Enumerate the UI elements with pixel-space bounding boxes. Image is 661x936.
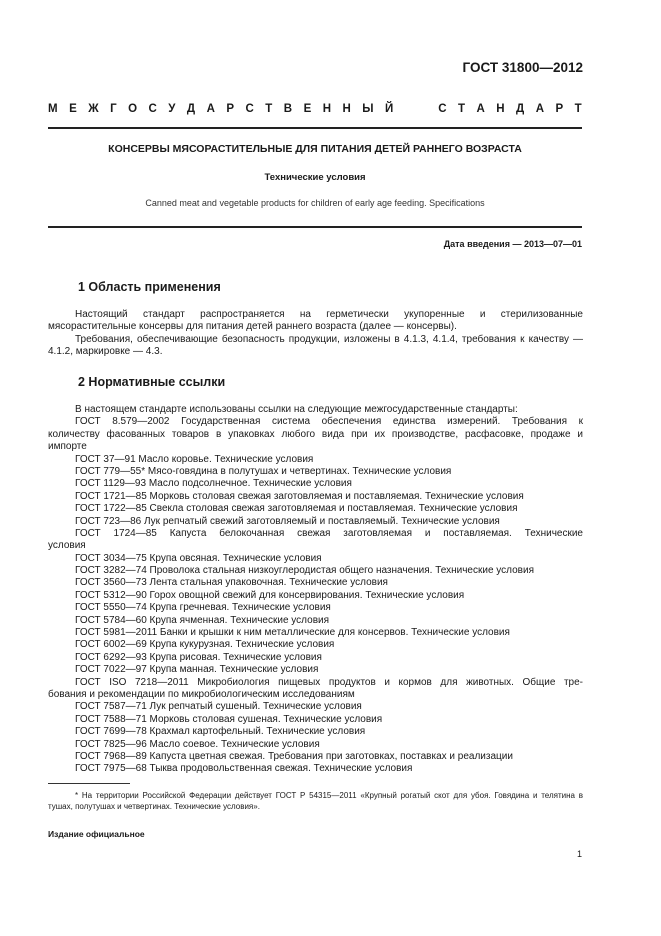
footnote-rule (48, 783, 130, 784)
reference-line: ГОСТ 5784—60 Крупа ячменная. Технические условия (75, 614, 330, 626)
banner-letter: М (48, 103, 58, 115)
banner-letter: У (168, 103, 176, 115)
reference-line: ГОСТ 7587—71 Лук репчатый сушеный. Технические условия (75, 701, 362, 713)
banner-letter: С (438, 103, 447, 115)
banner-letter: Д (516, 103, 525, 115)
banner-letter: Р (555, 103, 564, 115)
banner-letter: В (283, 103, 293, 115)
section-1-para-2-text: Требования, обеспечивающие безопасность продукции, изложены в 4.1.3, 4.1.4, требования к качеству — 4.1.2, маркировке — 4.3. (48, 334, 583, 358)
footnote (48, 790, 583, 812)
reference-line: ГОСТ 7699—78 Крахмал картофельный. Технические условия (75, 726, 366, 738)
reference-line: ГОСТ 6002—69 Крупа кукурузная. Технические условия (75, 639, 335, 651)
reference-line: ГОСТ 723—86 Лук репчатый свежий заготовляемый и поставляемый. Технические условия (75, 515, 500, 527)
reference-line: ГОСТ 7975—68 Тыква продовольственная свежая. Технические условия (75, 763, 413, 775)
reference-line: ГОСТ 779—55* Мясо-говядина в полутушах и четвертинах. Технические условия (75, 465, 452, 477)
banner-letter: А (206, 103, 215, 115)
banner-letter: Н (496, 103, 505, 115)
edition-label: Издание официальное (48, 829, 145, 839)
reference-line: В настоящем стандарте использованы ссылки на следующие межгосударственные стандарты: (75, 404, 518, 415)
standard-type-banner (48, 103, 582, 115)
section-1-para-1-text: Настоящий стандарт распространяется на герметически укупоренные и стерилизованные мясорастительные консервы для питания детей раннего возраста (далее — консервы). (48, 309, 583, 333)
reference-line: ГОСТ 3034—75 Крупа овсяная. Технические условия (75, 552, 322, 564)
page-number: 1 (576, 849, 582, 859)
banner-letter: А (476, 103, 485, 115)
reference-line: ГОСТ 6292—93 Крупа рисовая. Технические условия (75, 651, 322, 663)
banner-letter: Т (457, 103, 466, 115)
reference-line: ГОСТ 7825—96 Масло соевое. Технические условия (75, 738, 320, 750)
banner-gap (405, 103, 427, 115)
reference-line: ГОСТ 3282—74 Проволока стальная низкоуглеродистая общего назначения. Технические условия (75, 565, 534, 577)
document-code: ГОСТ 31800—2012 (462, 60, 583, 75)
banner-letter: Н (342, 103, 351, 115)
reference-line: ГОСТ 1722—85 Свекла столовая свежая заготовляемая и поставляемая. Технические условия (75, 503, 518, 515)
reference-line: ГОСТ ISO 7218—2011 Микробиология пищевых продуктов и кормов для животных. Общие тре- (75, 676, 583, 688)
reference-line: бования и рекомендации по микробиологическим исследованиям (48, 688, 355, 700)
header-rule-bottom (48, 226, 582, 228)
reference-line: ГОСТ 8.579—2002 Государственная система обеспечения единства измерений. Требования к (75, 416, 583, 428)
reference-line: ГОСТ 1724—85 Капуста белокочанная свежая заготовляемая и поставляемая. Технические (75, 527, 583, 539)
reference-line: ГОСТ 1129—93 Масло подсолнечное. Технические условия (75, 478, 352, 490)
reference-line: ГОСТ 7022—97 Крупа манная. Технические условия (75, 664, 319, 676)
english-title: Canned meat and vegetable products for children of early age feeding. Specifications (145, 198, 485, 208)
banner-letter: С (148, 103, 157, 115)
banner-letter: Т (574, 103, 582, 115)
reference-line: ГОСТ 5981—2011 Банки и крышки к ним металлические для консервов. Технические условия (75, 627, 510, 639)
document-subtitle: Технические условия (264, 172, 366, 183)
reference-line: импорте (48, 441, 87, 453)
banner-letter: Й (385, 103, 394, 115)
banner-letter: О (128, 103, 138, 115)
references-list (48, 404, 583, 776)
reference-line: условия (48, 540, 86, 552)
reference-line: ГОСТ 37—91 Масло коровье. Технические условия (75, 453, 314, 465)
header-rule-top (48, 127, 582, 129)
banner-letter: Г (110, 103, 117, 115)
intro-date: Дата введения — 2013—07—01 (443, 239, 582, 249)
banner-letter: С (245, 103, 254, 115)
banner-letter: Р (226, 103, 235, 115)
reference-line: ГОСТ 7588—71 Морковь столовая сушеная. Технические условия (75, 713, 383, 725)
banner-letter: Е (303, 103, 312, 115)
reference-line: ГОСТ 3560—73 Лента стальная упаковочная. Технические условия (75, 577, 388, 589)
banner-letter: А (535, 103, 545, 115)
reference-line: ГОСТ 5312—90 Горох овощной свежий для консервирования. Технические условия (75, 589, 465, 601)
banner-letter: Д (186, 103, 196, 115)
banner-letter: Е (69, 103, 77, 115)
banner-letter: Т (265, 103, 273, 115)
reference-line: ГОСТ 1721—85 Морковь столовая свежая заготовляемая и поставляемая. Технические условия (75, 490, 524, 502)
document-title: КОНСЕРВЫ МЯСОРАСТИТЕЛЬНЫЕ ДЛЯ ПИТАНИЯ ДЕТЕЙ РАННЕГО ВОЗРАСТА (108, 143, 522, 155)
reference-line: количеству фасованных товаров в упаковках любого вида при их производстве, расфасовке, продаже и (48, 428, 583, 440)
section-1-para-1 (48, 309, 583, 334)
section-1-heading: 1 Область применения (78, 280, 221, 294)
reference-line: ГОСТ 5550—74 Крупа гречневая. Технические условия (75, 602, 331, 614)
banner-letter: Ж (88, 103, 99, 115)
section-1-para-2 (48, 334, 583, 359)
reference-line: ГОСТ 7968—89 Капуста цветная свежая. Требования при заготовках, поставках и реализации (75, 750, 513, 762)
banner-letter: Н (322, 103, 332, 115)
footnote-text: * На территории Российской Федерации действует ГОСТ Р 54315—2011 «Крупный рогатый скот для убоя. Говядина и телятина в тушах, полутушах и четвертинах. Технические условия». (48, 791, 583, 811)
banner-letter: Ы (362, 103, 374, 115)
section-2-heading: 2 Нормативные ссылки (78, 375, 226, 389)
